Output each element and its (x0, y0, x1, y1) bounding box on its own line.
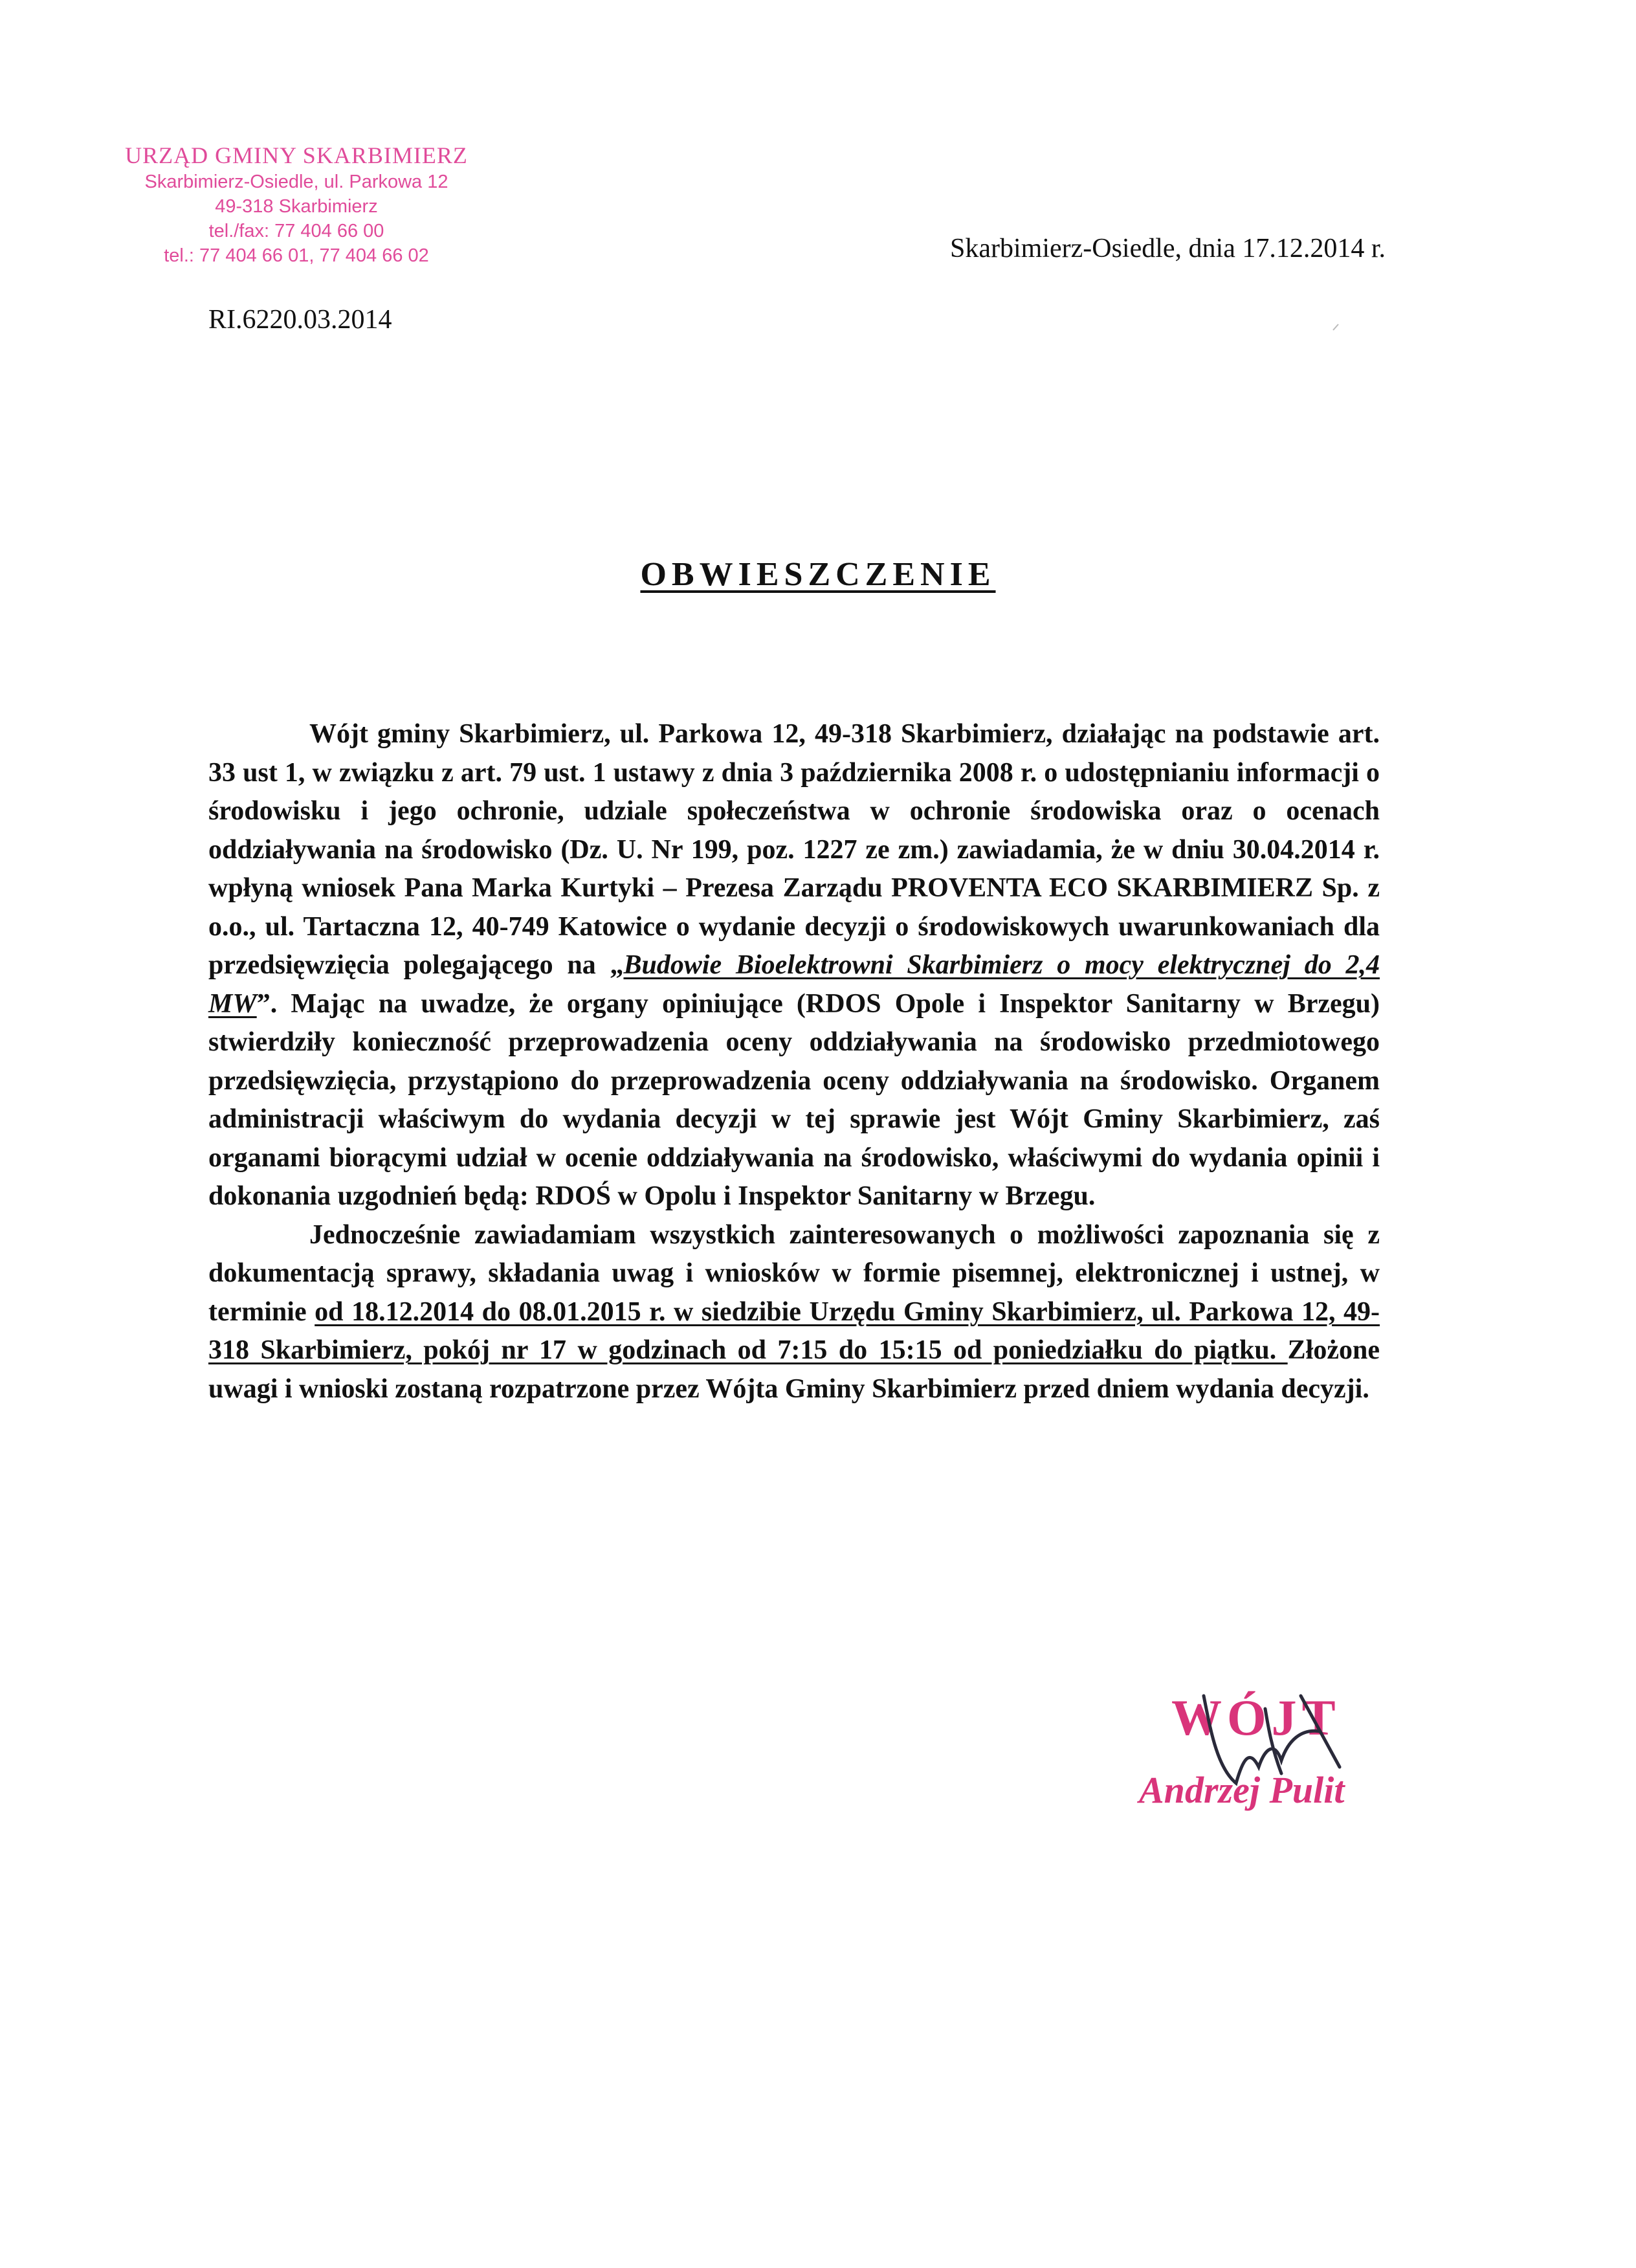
document-title: OBWIESZCZENIE (640, 556, 996, 593)
office-street: Skarbimierz-Osiedle, ul. Parkowa 12 (144, 172, 448, 192)
scan-mark (1332, 322, 1341, 331)
paragraph-notice (208, 715, 1380, 1216)
signature-stamp (1126, 1670, 1411, 1838)
office-postal: 49-318 Skarbimierz (215, 196, 378, 217)
signature-graphic (1126, 1670, 1411, 1838)
notice-continuation: ”. Mając na uwadze, że organy opiniujące (RDOS Opole i Inspektor Sanitarny w Brzegu) stwierdziły konieczność przeprowadzenia oceny oddziaływania na środowisko przedmiotowego przedsięwzięcia, przystąpiono do przeprowadzenia oceny oddziaływania na środowisko. Organem administracji właściwym do wydania decyzji w tej sprawie jest Wójt Gminy Skarbimierz, zaś organami biorącymi udział w ocenie oddziaływania na środowisko, właściwymi do wydania opinii i dokonania uzgodnień będą: RDOŚ w Opolu i Inspektor Sanitarny w Brzegu. (208, 988, 1380, 1211)
project-name: Budowie Bioelektrowni Skarbimierz o mocy elektrycznej do 2,4 MW (208, 950, 1380, 1019)
reference-number: RI.6220.03.2014 (208, 305, 392, 335)
paragraph-consultation (208, 1216, 1380, 1409)
office-fax: tel./fax: 77 404 66 00 (208, 221, 384, 241)
consultation-text: Jednocześnie zawiadamiam wszystkich zainteresowanych o możliwości zapoznania się z dokumentacją sprawy, składania uwag i wniosków w formie pisemnej, elektronicznej i ustnej, w terminie (208, 1219, 1380, 1327)
office-name: URZĄD GMINY SKARBIMIERZ (125, 142, 468, 168)
svg-text:Andrzej Pulit: Andrzej Pulit (1139, 1769, 1345, 1811)
office-phones: tel.: 77 404 66 01, 77 404 66 02 (164, 245, 429, 266)
consultation-closing: Złożone uwagi i wnioski zostaną rozpatrzone przez Wójta Gminy Skarbimierz przed dniem wydania decyzji. (208, 1335, 1380, 1404)
document-body (208, 715, 1380, 1408)
place-date: Skarbimierz-Osiedle, dnia 17.12.2014 r. (950, 234, 1386, 263)
project-quote: „ (610, 950, 624, 980)
consultation-period: od 18.12.2014 do 08.01.2015 r. w siedzibie Urzędu Gminy Skarbimierz, ul. Parkowa 12, 49-318 Skarbimierz, pokój nr 17 w godzinach od 7:15 do 15:15 od poniedziałku do piątku. (208, 1296, 1380, 1365)
svg-text:WÓJT: WÓJT (1171, 1689, 1341, 1746)
notice-text: Wójt gminy Skarbimierz, ul. Parkowa 12, 49-318 Skarbimierz, działając na podstawie art. 33 ust 1, w związku z art. 79 ust. 1 ustawy z dnia 3 października 2008 r. o udostępnianiu informacji o środowisku i jego ochronie, udziale społeczeństwa w ochronie środowiska oraz o ocenach oddziaływania na środowisko (Dz. U. Nr 199, poz. 1227 ze zm.) zawiadamia, że w dniu 30.04.2014 r. wpłyną wniosek Pana Marka Kurtyki – Prezesa Zarządu PROVENTA ECO SKARBIMIERZ Sp. z o.o., ul. Tartaczna 12, 40-749 Katowice o wydanie decyzji o środowiskowych uwarunkowaniach dla przedsięwzięcia polegającego na (208, 719, 1380, 980)
office-stamp (115, 141, 478, 268)
